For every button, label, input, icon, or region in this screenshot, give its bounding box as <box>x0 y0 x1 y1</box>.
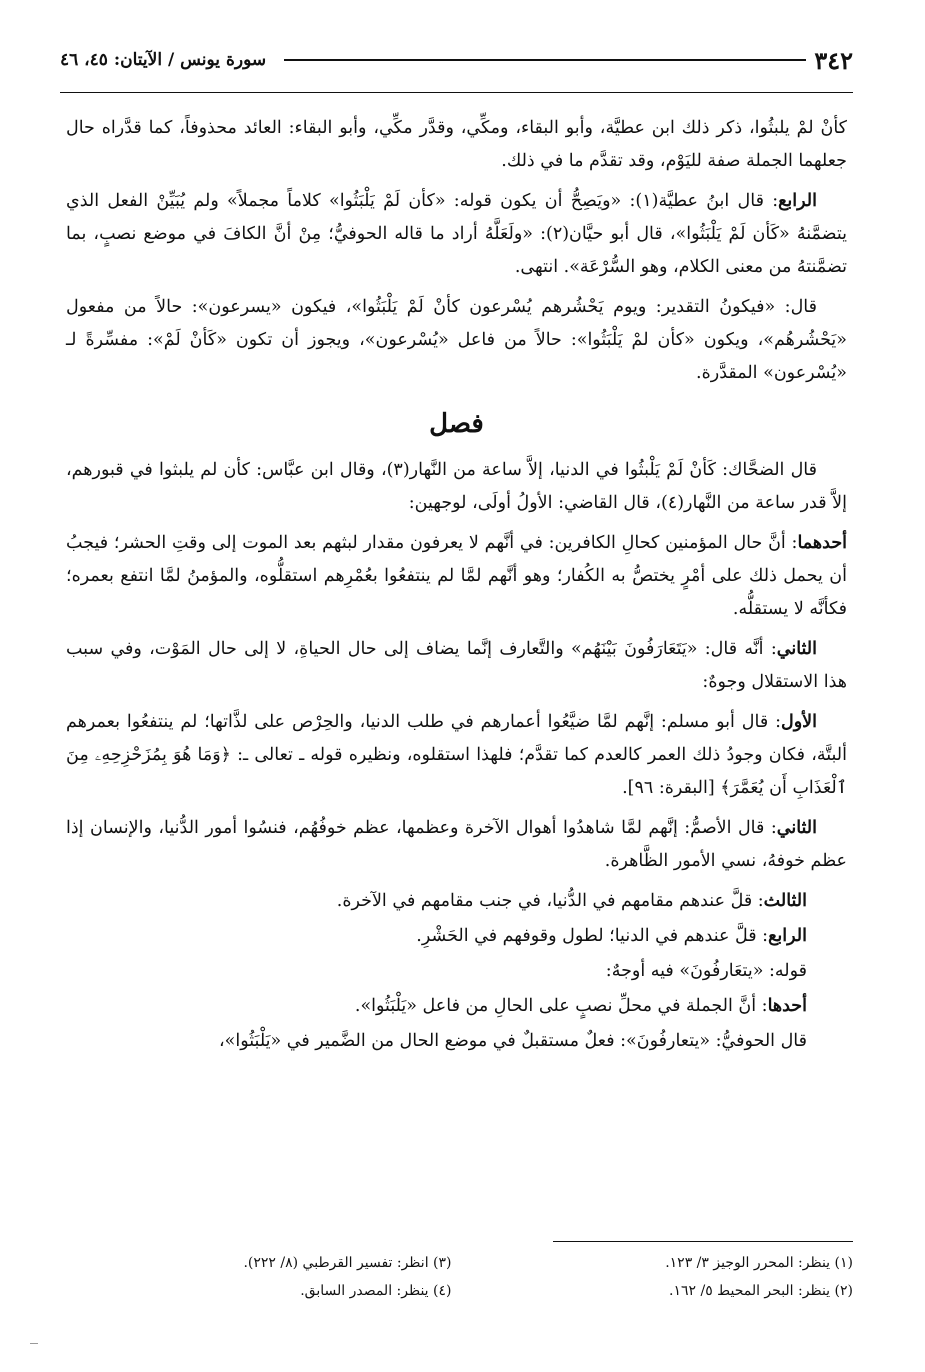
paragraph-text: : أنَّ الجملة في محلِّ نصبٍ على الحالِ من فاعل «يَلْبَثُوا». <box>354 996 768 1016</box>
paragraph-lead: الرابع <box>778 191 817 211</box>
footnotes <box>80 1252 853 1302</box>
footnote-divider <box>553 1241 853 1242</box>
paragraph <box>66 185 847 284</box>
paragraph-text: : قلَّ عندهم في الدنيا؛ لطول وقوفهم في الحَشْرِ. <box>416 926 769 946</box>
header-divider <box>60 92 853 93</box>
paragraph-lead: الثاني <box>776 818 817 838</box>
paragraph-text: قال الحوفيُّ: «يتعارفُونَ»: فعلٌ مستقبلٌ في موضع الحال من الضَّمير في «يَلْبَثُوا»، <box>219 1031 807 1051</box>
paragraph-lead: أحدهما <box>797 533 847 553</box>
paragraph <box>66 812 847 878</box>
paragraph-text: : قال الأصمُّ: إنَّهم لمَّا شاهدُوا أهوال الآخرة وعظمها، عظم خوفُهُم، فنسُوا أمور الدُّنيا، والإنسان إذا عظم خوفهُ، نسي الأمور الظَّاهرة. <box>66 818 847 871</box>
paragraph-lead: الأول <box>780 712 817 732</box>
indented-line <box>66 955 847 988</box>
indented-line <box>66 1025 847 1058</box>
footnote: (٣) انظر: تفسير القرطبي (٨/ ٢٢٢). <box>243 1255 452 1271</box>
paragraph-lead: الثاني <box>776 639 817 659</box>
header-rule <box>284 59 806 61</box>
paragraph-text: قال: «فيكونُ التقدير: ويوم يَحْشُرهم يُسْرعون كأنْ لَمْ يَلْبَثُوا»، فيكون «يسرعون»: حالاً من مفعول «يَحْشُرهُم»، ويكون «كأن لمْ يَلْبَثُوا»: حالاً من فاعل «يُسْرعون»، ويجوز أن تكون «كَأنْ لَمْ»: مفسِّرةً لـ «يُسْرعون» المقدَّرة. <box>66 297 847 383</box>
footnote: (١) ينظر: المحرر الوجيز ٣/ ١٢٣. <box>665 1255 853 1271</box>
page-body <box>66 112 847 1060</box>
indented-line <box>66 990 847 1023</box>
page-number: ٣٤٢ <box>814 45 853 75</box>
paragraph-text: كأنْ لمْ يلبثُوا، ذكر ذلك ابن عطيَّة، وأبو البقاء، ومكِّي، وقدَّر مكِّي، وأبو البقاء: العائد محذوفاً، كما قدَّراه حال جعلهما الجملة صفة لليَوْم، وقد تقدَّم ما في ذلك. <box>66 118 847 171</box>
indented-line <box>66 920 847 953</box>
paragraph-lead: الرابع <box>768 926 807 946</box>
section-heading: فصل <box>429 409 484 439</box>
paragraph <box>66 706 847 805</box>
paragraph-text: : قال ابنُ عطيَّة(١): «ويَصِحُّ أن يكون قوله: «كأن لَمْ يَلْبَثُوا» كلاماً مجملاً» ولم يُبَيِّنْ الفعل الذي يتضمَّنهُ «كَأن لَمْ يَلْبَثُوا»، قال أبو حيَّان(٢): «ولَعَلَّهُ أراد ما قاله الحوفيُّ؛ مِنْ أنَّ الكافَ في موضع نصبٍ، بما تضمَّنتهُ من معنى الكلام، وهو السُّرْعَة». انتهى. <box>66 191 847 277</box>
running-title: سورة يونس / الآيتان: ٤٥، ٤٦ <box>60 50 267 70</box>
page-header <box>60 38 853 82</box>
paragraph <box>66 291 847 390</box>
paragraph-text: : أنَّه قال: «يَتَعَارَفُونَ بَيْنَهُم» والتَّعارف إنَّما يضاف إلى حال الحياةِ، لا إلى حال المَوْت، وفي سبب هذا الاستقلال وجوهٌ: <box>66 639 847 692</box>
paragraph <box>66 112 847 178</box>
footnote: (٤) ينظر: المصدر السابق. <box>300 1283 452 1299</box>
paragraph <box>66 454 847 520</box>
paragraph <box>66 633 847 699</box>
paragraph-lead: أحدها <box>767 996 807 1016</box>
paragraph-text: : قلَّ عندهم مقامهم في الدُّنيا، في جنب مقامهم في الآخرة. <box>336 891 764 911</box>
paragraph-text: قوله: «يتعَارفُونَ» فيه أوجهٌ: <box>605 961 807 981</box>
paragraph-text: : قال أبو مسلم: إنَّهم لمَّا ضيَّعُوا أعمارهم في طلب الدنيا، والحِرْص على لذَّاتها؛ لم ينتفعُوا بعمرهم ألبتَّة، فكان وجودُ ذلك العمر كالعدم كما تقدَّم؛ فلهذا استقلوه، ونظيره قوله ـ تعالى ـ: ﴿وَمَا هُوَ بِمُزَحْزِحِهِۦ مِنَ ٱلْعَذَابِ أَن يُعَمَّرَ﴾ [البقرة: ٩٦]. <box>66 712 847 798</box>
scan-edge-mark <box>30 1343 38 1344</box>
paragraph-text: قال الضحَّاك: كَأنْ لَمْ يَلْبثُوا في الدنيا، إلاَّ ساعة من النَّهار(٣)، وقال ابن عبَّاس: كأن لم يلبثوا في قبورهم، إلاَّ قدر ساعة من النَّهار(٤)، قال القاضي: الأولُ أولَى، لوجهين: <box>66 460 847 513</box>
footnote: (٢) ينظر: البحر المحيط ٥/ ١٦٢. <box>669 1283 853 1299</box>
paragraph-lead: الثالث <box>763 891 807 911</box>
paragraph <box>66 527 847 626</box>
indented-line <box>66 885 847 918</box>
paragraph-text: : أنَّ حال المؤمنين كحالِ الكافرين: في أنَّهم لا يعرفون مقدار لبثهم بعد الموت إلى وقتِ الحشر؛ فيجبُ أن يحمل ذلك على أمْرٍ يختصُّ به الكُفار؛ وهو أنَّهم لمَّا لم ينتفعُوا بعُمْرِهم استقلُّوه، والمؤمنُ لمَّا انتفع بعمره؛ فكأنَّه لا يستقلُّه. <box>66 533 847 619</box>
